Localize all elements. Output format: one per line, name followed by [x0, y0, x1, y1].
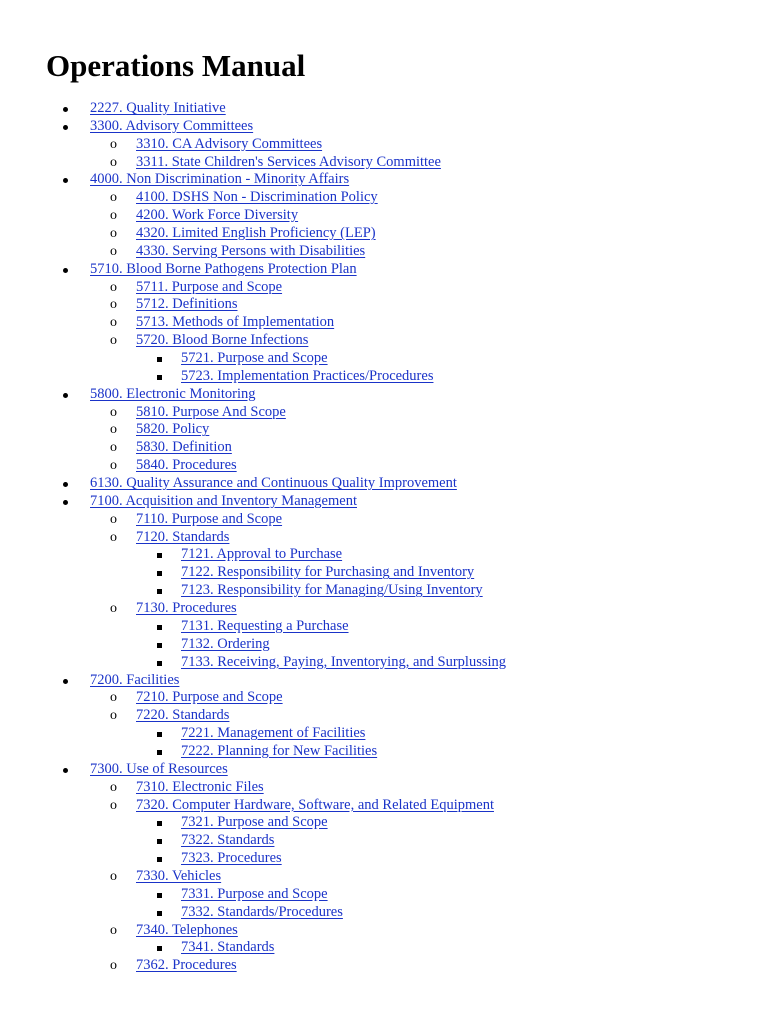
- toc-item-level-3: [0, 886, 770, 904]
- toc-link[interactable]: 7330. Vehicles: [136, 867, 222, 884]
- circle-bullet-icon: o: [110, 190, 117, 206]
- circle-bullet-icon: o: [110, 779, 117, 795]
- square-bullet-icon: [157, 839, 162, 844]
- toc-link[interactable]: 7222. Planning for New Facilities: [181, 742, 378, 759]
- toc-item-level-2: [0, 529, 770, 547]
- toc-item-level-2: [0, 439, 770, 457]
- circle-bullet-icon: o: [110, 708, 117, 724]
- square-bullet-icon: [157, 375, 162, 380]
- square-bullet-icon: [157, 625, 162, 630]
- toc-item-level-1: [0, 672, 770, 690]
- toc-link[interactable]: 7133. Receiving, Paying, Inventorying, and Surplussing: [181, 653, 507, 670]
- circle-bullet-icon: o: [110, 922, 117, 938]
- toc-link[interactable]: 5721. Purpose and Scope: [181, 350, 328, 367]
- toc-link[interactable]: 5840. Procedures: [136, 457, 237, 474]
- toc-link[interactable]: 5723. Implementation Practices/Procedures: [181, 367, 434, 384]
- toc-item-level-1: [0, 261, 770, 279]
- toc-link[interactable]: 5712. Definitions: [136, 296, 238, 313]
- toc-link[interactable]: 4330. Serving Persons with Disabilities: [136, 242, 366, 259]
- circle-bullet-icon: o: [110, 511, 117, 527]
- toc-link[interactable]: 5800. Electronic Monitoring: [90, 385, 256, 402]
- table-of-contents: [0, 100, 770, 975]
- toc-item-level-3: [0, 350, 770, 368]
- toc-link[interactable]: 7331. Purpose and Scope: [181, 885, 328, 902]
- toc-link[interactable]: 5710. Blood Borne Pathogens Protection Plan: [90, 260, 357, 277]
- toc-link[interactable]: 7323. Procedures: [181, 850, 282, 867]
- toc-link[interactable]: 7320. Computer Hardware, Software, and Related Equipment: [136, 796, 494, 813]
- square-bullet-icon: [157, 553, 162, 558]
- square-bullet-icon: [157, 821, 162, 826]
- square-bullet-icon: [157, 661, 162, 666]
- toc-item-level-2: [0, 207, 770, 225]
- toc-link[interactable]: 5830. Definition: [136, 439, 232, 456]
- toc-link[interactable]: 7123. Responsibility for Managing/Using Inventory: [181, 582, 483, 599]
- toc-item-level-2: [0, 689, 770, 707]
- disc-bullet-icon: [63, 268, 68, 273]
- toc-item-level-1: [0, 100, 770, 118]
- toc-link[interactable]: 3300. Advisory Committees: [90, 117, 254, 134]
- disc-bullet-icon: [63, 393, 68, 398]
- circle-bullet-icon: o: [110, 440, 117, 456]
- toc-link[interactable]: 7200. Facilities: [90, 671, 180, 688]
- square-bullet-icon: [157, 571, 162, 576]
- toc-link[interactable]: 7121. Approval to Purchase: [181, 546, 343, 563]
- toc-item-level-1: [0, 761, 770, 779]
- toc-item-level-3: [0, 636, 770, 654]
- toc-item-level-2: [0, 332, 770, 350]
- square-bullet-icon: [157, 643, 162, 648]
- circle-bullet-icon: o: [110, 297, 117, 313]
- circle-bullet-icon: o: [110, 136, 117, 152]
- circle-bullet-icon: o: [110, 601, 117, 617]
- toc-item-level-3: [0, 939, 770, 957]
- toc-link[interactable]: 3310. CA Advisory Committees: [136, 135, 323, 152]
- circle-bullet-icon: o: [110, 333, 117, 349]
- toc-item-level-2: [0, 279, 770, 297]
- circle-bullet-icon: o: [110, 315, 117, 331]
- circle-bullet-icon: o: [110, 458, 117, 474]
- toc-item-level-2: [0, 421, 770, 439]
- disc-bullet-icon: [63, 125, 68, 130]
- toc-link[interactable]: 7340. Telephones: [136, 921, 238, 938]
- toc-item-level-2: [0, 868, 770, 886]
- toc-item-level-2: [0, 457, 770, 475]
- square-bullet-icon: [157, 732, 162, 737]
- toc-link[interactable]: 7120. Standards: [136, 528, 230, 545]
- toc-item-level-3: [0, 654, 770, 672]
- toc-link[interactable]: 5810. Purpose And Scope: [136, 403, 286, 420]
- toc-item-level-1: [0, 171, 770, 189]
- toc-link[interactable]: 7341. Standards: [181, 939, 275, 956]
- toc-link[interactable]: 7322. Standards: [181, 832, 275, 849]
- toc-link[interactable]: 5720. Blood Borne Infections: [136, 332, 309, 349]
- toc-link[interactable]: 7210. Purpose and Scope: [136, 689, 283, 706]
- disc-bullet-icon: [63, 482, 68, 487]
- toc-item-level-1: [0, 118, 770, 136]
- toc-item-level-3: [0, 368, 770, 386]
- square-bullet-icon: [157, 946, 162, 951]
- toc-item-level-2: [0, 797, 770, 815]
- toc-link[interactable]: 5713. Methods of Implementation: [136, 314, 335, 331]
- disc-bullet-icon: [63, 500, 68, 505]
- disc-bullet-icon: [63, 679, 68, 684]
- toc-link[interactable]: 3311. State Children's Services Advisory Committee: [136, 153, 441, 170]
- toc-item-level-2: [0, 296, 770, 314]
- circle-bullet-icon: o: [110, 226, 117, 242]
- toc-link[interactable]: 7221. Management of Facilities: [181, 725, 366, 742]
- toc-link[interactable]: 7130. Procedures: [136, 600, 237, 617]
- toc-link[interactable]: 4200. Work Force Diversity: [136, 207, 299, 224]
- toc-item-level-3: [0, 546, 770, 564]
- toc-item-level-2: [0, 957, 770, 975]
- toc-item-level-2: [0, 404, 770, 422]
- toc-link[interactable]: 7310. Electronic Files: [136, 778, 264, 795]
- disc-bullet-icon: [63, 107, 68, 112]
- toc-item-level-1: [0, 386, 770, 404]
- circle-bullet-icon: o: [110, 208, 117, 224]
- toc-item-level-3: [0, 814, 770, 832]
- toc-item-level-1: [0, 475, 770, 493]
- toc-item-level-2: [0, 314, 770, 332]
- toc-link[interactable]: 6130. Quality Assurance and Continuous Quality Improvement: [90, 475, 457, 492]
- toc-link[interactable]: 5820. Policy: [136, 421, 210, 438]
- circle-bullet-icon: o: [110, 422, 117, 438]
- toc-link[interactable]: 7131. Requesting a Purchase: [181, 617, 349, 634]
- toc-item-level-3: [0, 743, 770, 761]
- toc-item-level-3: [0, 618, 770, 636]
- circle-bullet-icon: o: [110, 404, 117, 420]
- page-title: Operations Manual: [46, 48, 306, 83]
- toc-item-level-3: [0, 564, 770, 582]
- toc-item-level-2: [0, 707, 770, 725]
- circle-bullet-icon: o: [110, 690, 117, 706]
- circle-bullet-icon: o: [110, 958, 117, 974]
- square-bullet-icon: [157, 357, 162, 362]
- toc-item-level-3: [0, 582, 770, 600]
- disc-bullet-icon: [63, 768, 68, 773]
- circle-bullet-icon: o: [110, 243, 117, 259]
- square-bullet-icon: [157, 893, 162, 898]
- toc-link[interactable]: 7362. Procedures: [136, 957, 237, 974]
- toc-item-level-2: [0, 154, 770, 172]
- disc-bullet-icon: [63, 178, 68, 183]
- toc-item-level-2: [0, 189, 770, 207]
- toc-link[interactable]: 7110. Purpose and Scope: [136, 510, 283, 527]
- toc-item-level-2: [0, 243, 770, 261]
- toc-item-level-2: [0, 779, 770, 797]
- toc-link[interactable]: 4100. DSHS Non - Discrimination Policy: [136, 189, 378, 206]
- circle-bullet-icon: o: [110, 154, 117, 170]
- toc-link[interactable]: 7132. Ordering: [181, 635, 270, 652]
- toc-item-level-2: [0, 511, 770, 529]
- toc-link[interactable]: 7122. Responsibility for Purchasing and Inventory: [181, 564, 475, 581]
- toc-item-level-2: [0, 922, 770, 940]
- toc-link[interactable]: 7321. Purpose and Scope: [181, 814, 328, 831]
- square-bullet-icon: [157, 857, 162, 862]
- toc-item-level-3: [0, 850, 770, 868]
- circle-bullet-icon: o: [110, 279, 117, 295]
- toc-link[interactable]: 7220. Standards: [136, 707, 230, 724]
- toc-link[interactable]: 7100. Acquisition and Inventory Management: [90, 492, 357, 509]
- square-bullet-icon: [157, 589, 162, 594]
- circle-bullet-icon: o: [110, 529, 117, 545]
- toc-item-level-3: [0, 725, 770, 743]
- square-bullet-icon: [157, 750, 162, 755]
- toc-item-level-3: [0, 904, 770, 922]
- toc-item-level-3: [0, 832, 770, 850]
- square-bullet-icon: [157, 911, 162, 916]
- toc-link[interactable]: 7300. Use of Resources: [90, 760, 228, 777]
- toc-link[interactable]: 4320. Limited English Proficiency (LEP): [136, 225, 376, 242]
- circle-bullet-icon: o: [110, 797, 117, 813]
- toc-link[interactable]: 4000. Non Discrimination - Minority Affairs: [90, 171, 350, 188]
- toc-link[interactable]: 7332. Standards/Procedures: [181, 903, 343, 920]
- toc-item-level-2: [0, 136, 770, 154]
- toc-link[interactable]: 5711. Purpose and Scope: [136, 278, 283, 295]
- toc-item-level-1: [0, 493, 770, 511]
- toc-item-level-2: [0, 600, 770, 618]
- circle-bullet-icon: o: [110, 868, 117, 884]
- toc-link[interactable]: 2227. Quality Initiative: [90, 100, 226, 116]
- toc-item-level-2: [0, 225, 770, 243]
